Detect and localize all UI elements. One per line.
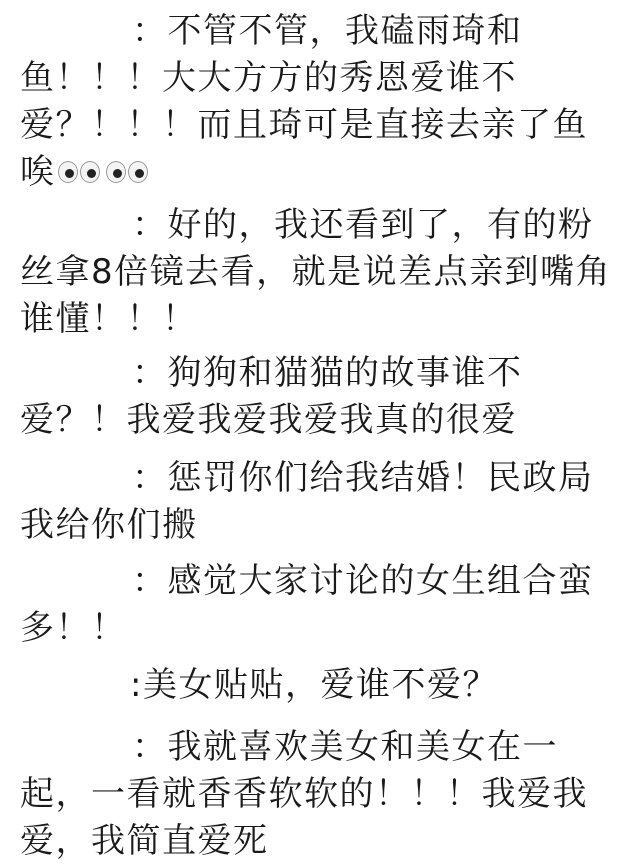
comment-1-text: ：不管不管，我磕雨琦和鱼！！！大大方方的秀恩爱谁不爱？！！！而且琦可是直接去亲了鱼唉	[20, 11, 588, 192]
comment-3	[20, 350, 620, 444]
comment-7-text: ：我就喜欢美女和美女在一起，一看就香香软软的！！！我爱我爱，我简直爱死	[20, 727, 588, 861]
eyes-emoji-icon	[104, 159, 152, 185]
comment-4	[20, 455, 620, 549]
comment-6	[20, 662, 620, 709]
comment-3-text: ：狗狗和猫猫的故事谁不爱？！我爱我爱我爱我真的很爱	[20, 353, 523, 440]
comment-4-text: ：惩罚你们给我结婚！民政局我给你们搬	[20, 458, 594, 545]
comment-7	[20, 724, 620, 865]
comment-2	[20, 202, 620, 343]
comment-1	[20, 8, 620, 196]
comment-5-text: ：感觉大家讨论的女生组合蛮多！！	[20, 561, 594, 648]
comment-6-text: :美女贴贴，爱谁不爱？	[130, 665, 498, 705]
comment-2-text: ：好的，我还看到了，有的粉丝拿8倍镜去看，就是说差点亲到嘴角谁懂！！！	[20, 205, 612, 339]
eyes-emoji-icon	[56, 159, 104, 185]
comment-5	[20, 558, 620, 652]
